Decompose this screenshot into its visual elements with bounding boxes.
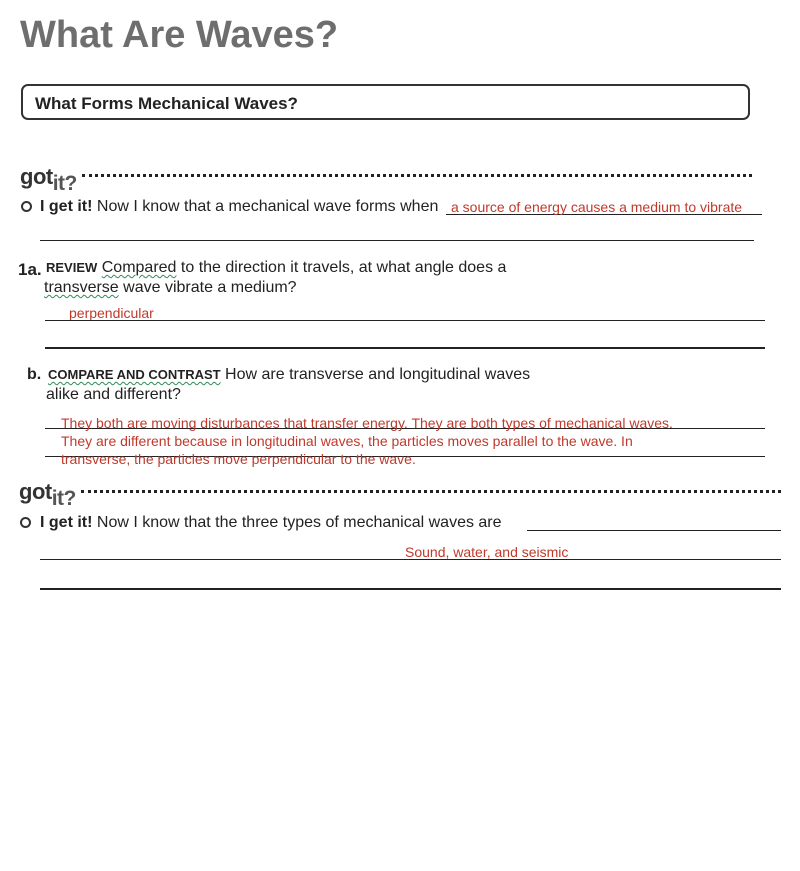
gotit-it: it? [51, 487, 76, 510]
dotted-divider [82, 174, 752, 177]
radio-icon[interactable] [21, 201, 32, 212]
question-1b-answer[interactable] [61, 414, 673, 468]
answer-line [40, 588, 781, 590]
spellcheck-word: Compared [101, 259, 177, 276]
answer-line-text: They both are moving disturbances that transfer energy. They are both types of mechanical waves. [61, 415, 673, 431]
question-1b-number: b. [27, 366, 42, 383]
gotit-logo [19, 479, 76, 510]
question-1b-label: COMPARE AND CONTRAST [48, 367, 221, 382]
dotted-divider [81, 490, 781, 493]
section-title: What Forms Mechanical Waves? [35, 94, 298, 113]
gotit2-answer[interactable]: Sound, water, and seismic [405, 544, 569, 560]
gotit-got: got [20, 164, 53, 189]
answer-line [527, 530, 781, 531]
section-header-box [21, 84, 750, 120]
question-1b-line1 [48, 366, 530, 384]
gotit1-text: Now I know that a mechanical wave forms when [92, 198, 439, 215]
answer-line-text: They are different because in longitudinal waves, the particles moves parallel to the wave. In [61, 433, 633, 449]
gotit-logo [20, 164, 77, 195]
answer-line [40, 240, 754, 241]
gotit-it: it? [52, 172, 77, 195]
question-1a-text1: to the direction it travels, at what angle does a [176, 259, 507, 276]
answer-line-text: transverse, the particles move perpendicular to the wave. [61, 451, 416, 467]
gotit2-statement [40, 514, 502, 532]
question-1a-label: REVIEW [46, 260, 98, 275]
radio-icon[interactable] [20, 517, 31, 528]
answer-line [45, 347, 765, 349]
page-title: What Are Waves? [20, 14, 339, 56]
question-1a-answer[interactable]: perpendicular [69, 305, 154, 321]
gotit-got: got [19, 479, 52, 504]
gotit1-answer[interactable]: a source of energy causes a medium to vibrate [451, 199, 743, 215]
question-1a-line2 [44, 279, 297, 297]
gotit1-statement [40, 198, 438, 216]
question-1a-number: 1a. [18, 260, 42, 279]
question-1b-line2: alike and different? [46, 386, 181, 403]
gotit2-text: Now I know that the three types of mechanical waves are [92, 514, 502, 531]
question-1a-text2: wave vibrate a medium? [118, 279, 297, 296]
answer-line [45, 320, 765, 321]
gotit2-bold: I get it! [40, 514, 93, 531]
spellcheck-word: transverse [44, 279, 119, 296]
gotit1-bold: I get it! [40, 198, 93, 215]
question-1a-line1 [46, 259, 506, 277]
question-1b-text1: How are transverse and longitudinal waves [220, 366, 531, 383]
